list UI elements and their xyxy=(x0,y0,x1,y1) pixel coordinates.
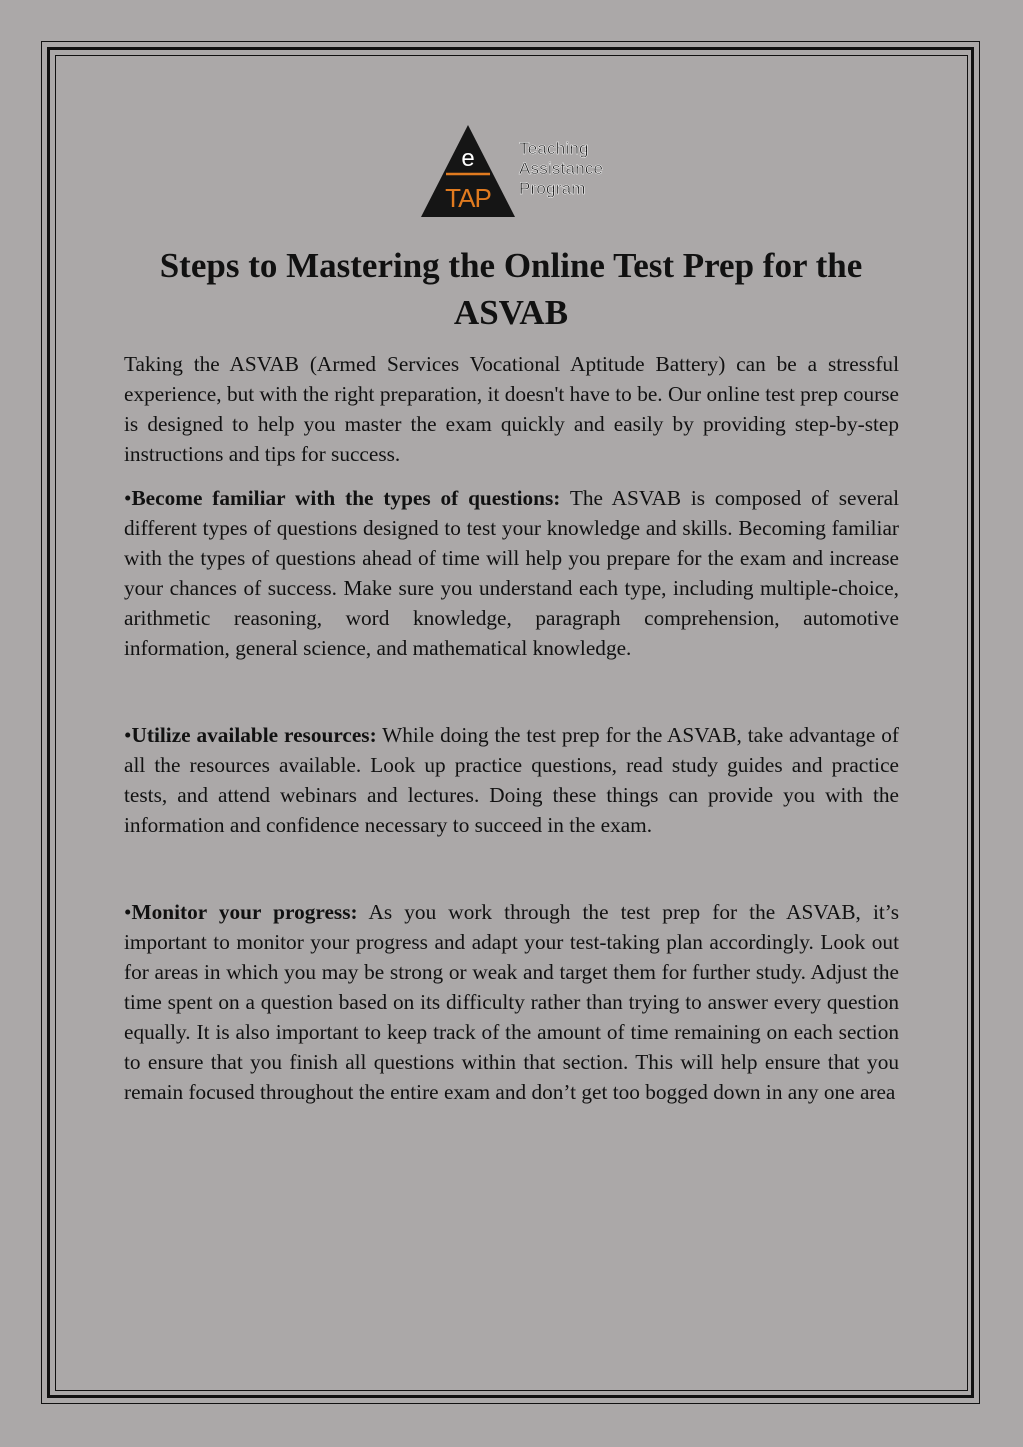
section-familiar-types xyxy=(124,483,899,663)
logo-name-line-3: Program xyxy=(519,179,586,198)
logo-name-line-1: Teaching xyxy=(519,139,589,158)
section-heading: Become familiar with the types of questions: xyxy=(131,486,561,510)
bullet: • xyxy=(124,900,132,924)
page-title: Steps to Mastering the Online Test Prep for the ASVAB xyxy=(159,246,863,332)
article-body xyxy=(124,349,899,1107)
logo-mark-letter: e xyxy=(461,145,475,172)
section-resources xyxy=(124,720,899,840)
logo-mark-word: TAP xyxy=(445,183,491,213)
logo-name xyxy=(519,139,603,199)
bullet: • xyxy=(124,486,132,510)
bullet: • xyxy=(124,723,132,747)
section-body: While doing the test prep for the ASVAB, take advantage of all the resources available. Look up practice questions, read study guides and practice tests, and attend webinars and lectures. Doing these things can provide you with the information and confidence necessary to succeed in the exam. xyxy=(124,723,899,837)
etap-triangle-icon xyxy=(419,123,519,219)
etap-logo xyxy=(419,123,619,219)
section-body: As you work through the test prep for the ASVAB, it’s important to monitor your progress and adapt your test-taking plan accordingly. Look out for areas in which you may be strong or weak and target them for further study. Adjust the time spent on a question based on its difficulty rather than trying to answer every question equally. It is also important to keep track of the amount of time remaining on each section to ensure that you finish all questions within that section. This will help ensure that you remain focused throughout the entire exam and don’t get too bogged down in any one area xyxy=(124,900,899,1104)
section-heading: Monitor your progress: xyxy=(131,900,358,924)
section-body: The ASVAB is composed of several different types of questions designed to test your knowledge and skills. Becoming familiar with the types of questions ahead of time will help you prepare for the exam and increase your chances of success. Make sure you understand each type, including multiple-choice, arithmetic reasoning, word knowledge, paragraph comprehension, automotive information, general science, and mathematical knowledge. xyxy=(124,486,900,660)
section-monitor-progress xyxy=(124,897,899,1107)
logo-name-line-2: Assistance xyxy=(519,159,604,178)
section-heading: Utilize available resources: xyxy=(131,723,377,747)
intro-paragraph: Taking the ASVAB (Armed Services Vocational Aptitude Battery) can be a stressful experience, but with the right preparation, it doesn't have to be. Our online test prep course is designed to help you master the exam quickly and easily by providing step-by-step instructions and tips for success. xyxy=(124,352,899,466)
